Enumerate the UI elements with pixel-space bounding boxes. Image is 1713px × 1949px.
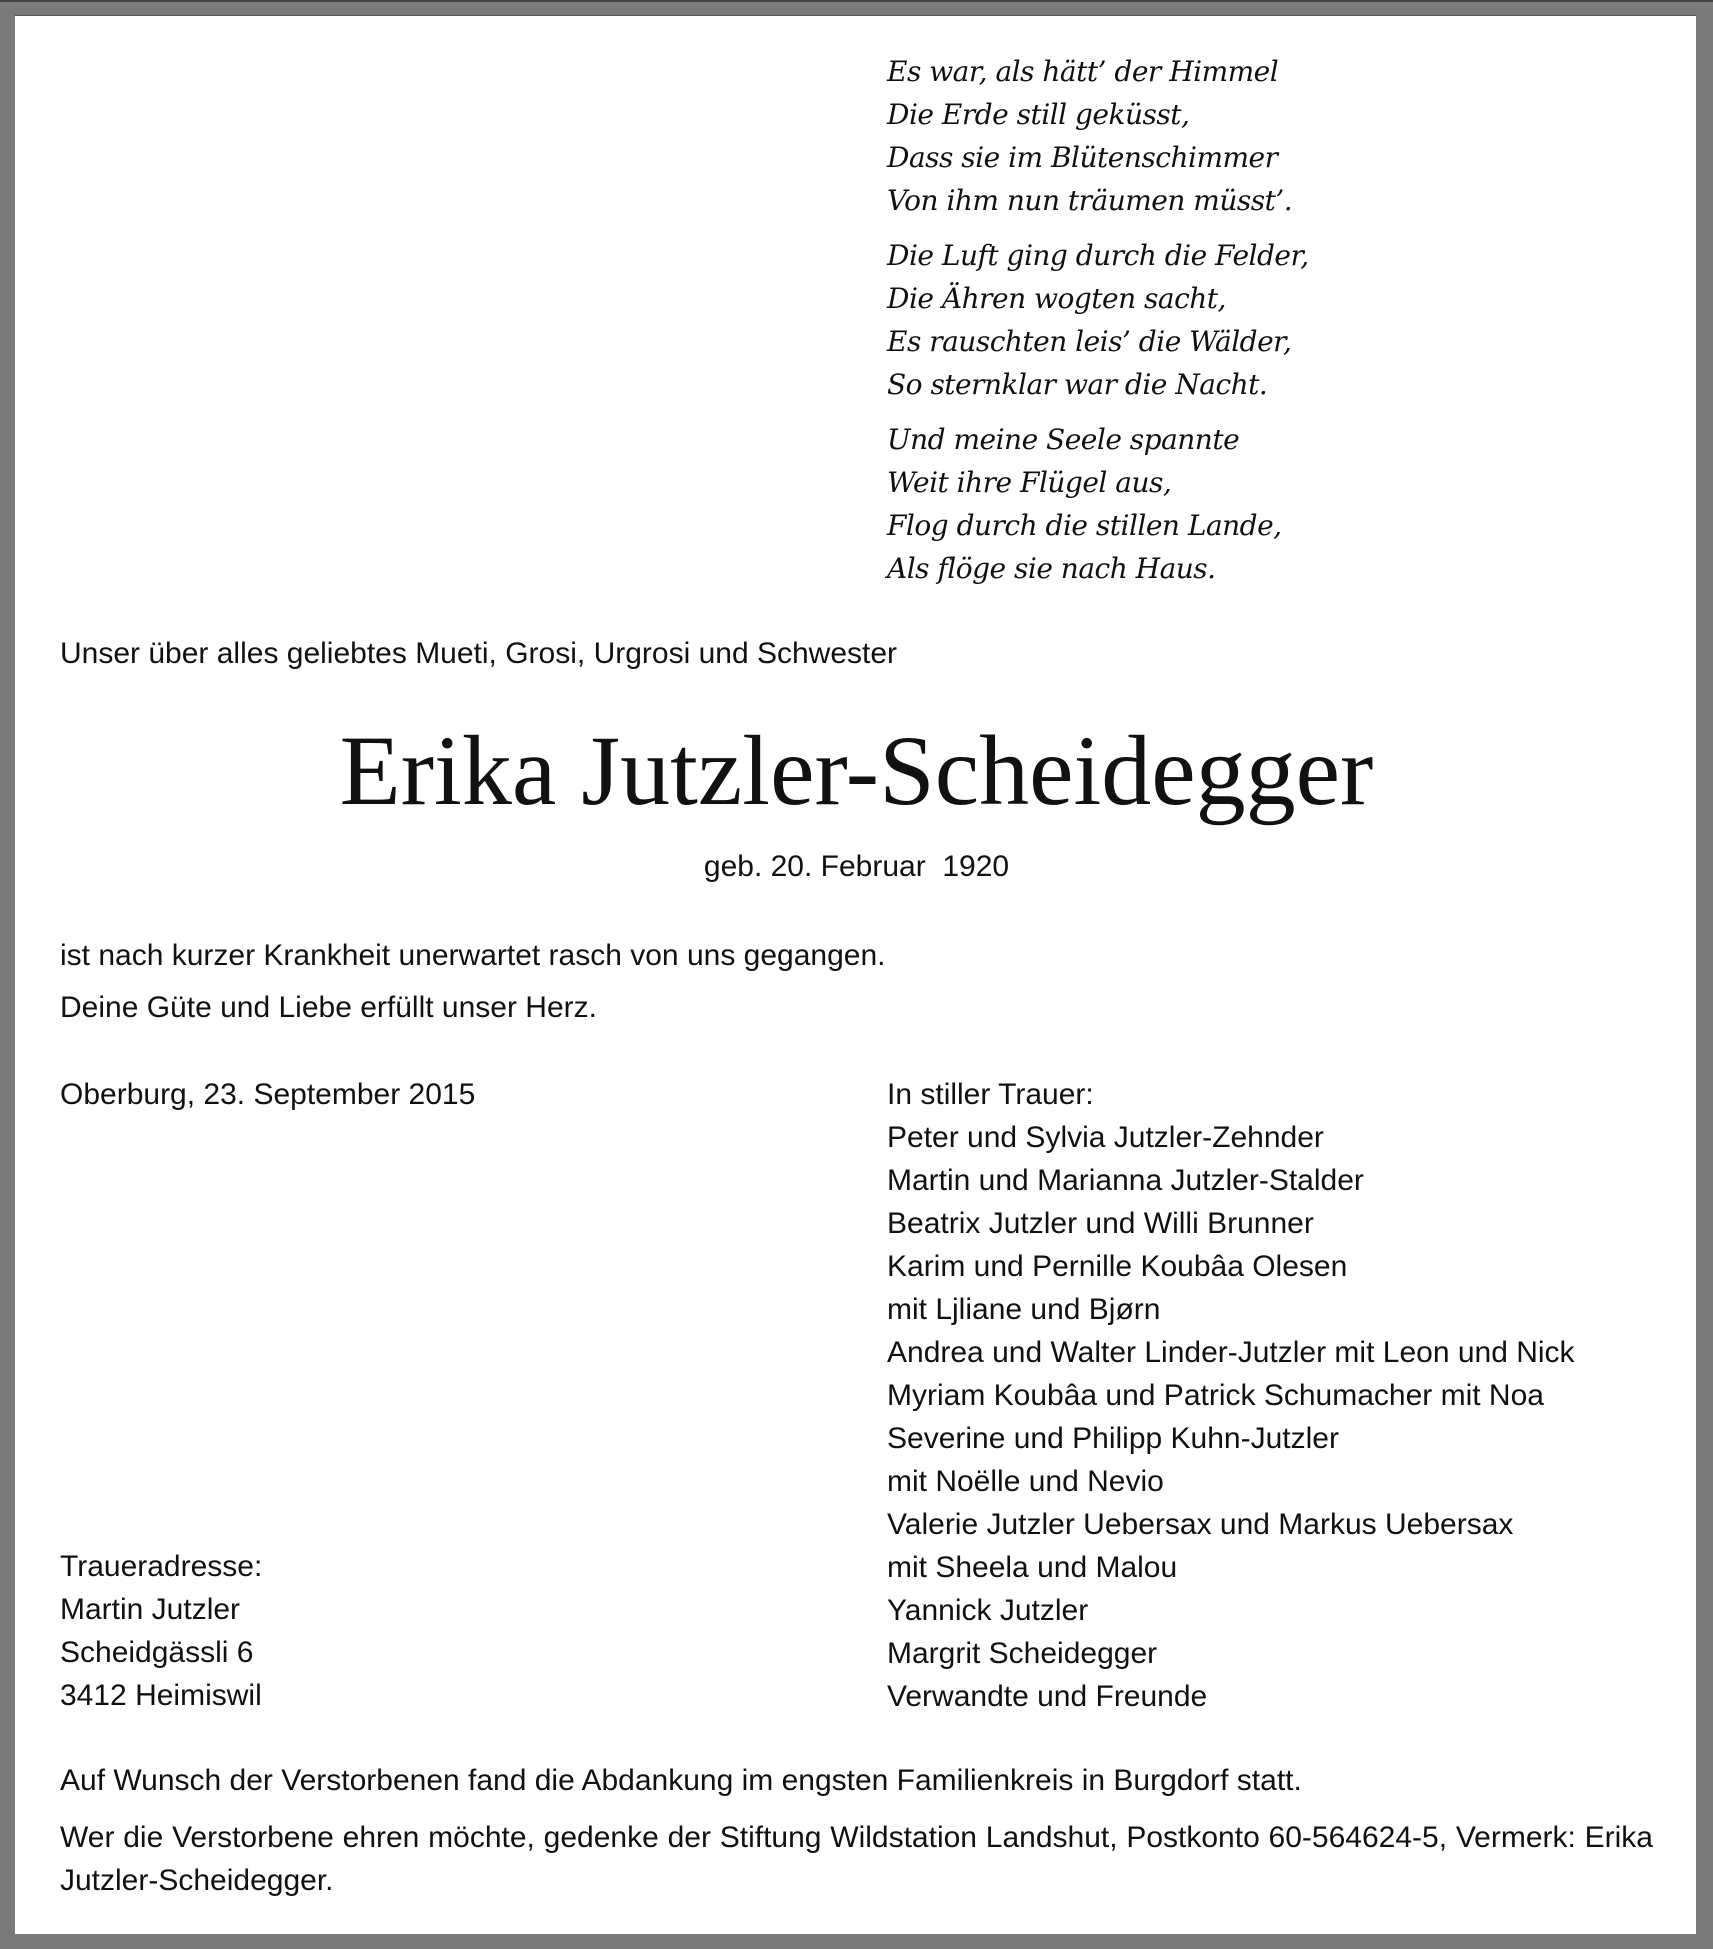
mourner: Verwandte und Freunde bbox=[887, 1680, 1208, 1713]
mourner: Myriam Koubâa und Patrick Schumacher mit Noa bbox=[887, 1379, 1544, 1412]
place-date: Oberburg, 23. September 2015 bbox=[60, 1078, 476, 1111]
mourners-list bbox=[887, 1073, 1575, 1718]
birth-date: geb. 20. Februar 1920 bbox=[703, 850, 1010, 883]
ceremony-note: Auf Wunsch der Verstorbenen fand die Abdankung im engsten Familienkreis in Burgdorf statt. bbox=[60, 1764, 1302, 1797]
mourning-address bbox=[60, 1545, 262, 1717]
mourner: Yannick Jutzler bbox=[887, 1594, 1089, 1627]
mourner: Valerie Jutzler Uebersax und Markus Uebersax bbox=[887, 1508, 1514, 1541]
message-line-2: Deine Güte und Liebe erfüllt unser Herz. bbox=[60, 991, 597, 1024]
mourner: mit Noëlle und Nevio bbox=[887, 1465, 1164, 1498]
poem-line: Die Ähren wogten sacht, bbox=[887, 282, 1226, 315]
poem-line: Es rauschten leis’ die Wälder, bbox=[887, 325, 1292, 358]
poem-line: Flog durch die stillen Lande, bbox=[887, 509, 1282, 542]
poem-stanza-2 bbox=[887, 234, 1309, 406]
poem-stanza-1 bbox=[887, 50, 1292, 222]
address-line: 3412 Heimiswil bbox=[60, 1679, 262, 1712]
message-line-1: ist nach kurzer Krankheit unerwartet rasch von uns gegangen. bbox=[60, 939, 886, 972]
mourner: Martin und Marianna Jutzler-Stalder bbox=[887, 1164, 1364, 1197]
mourners-heading: In stiller Trauer: bbox=[887, 1078, 1094, 1111]
poem-line: Es war, als hätt’ der Himmel bbox=[887, 55, 1279, 88]
mourner: mit Sheela und Malou bbox=[887, 1551, 1178, 1584]
poem-line: Als flöge sie nach Haus. bbox=[887, 552, 1216, 585]
top-edge bbox=[0, 0, 1713, 2]
address-label: Traueradresse: bbox=[60, 1550, 263, 1583]
poem-line: Weit ihre Flügel aus, bbox=[887, 466, 1172, 499]
poem-line: Dass sie im Blütenschimmer bbox=[887, 141, 1278, 174]
mourner: Beatrix Jutzler und Willi Brunner bbox=[887, 1207, 1314, 1240]
poem-stanza-3 bbox=[887, 418, 1282, 590]
address-line: Martin Jutzler bbox=[60, 1593, 241, 1626]
address-line: Scheidgässli 6 bbox=[60, 1636, 254, 1669]
mourner: Severine und Philipp Kuhn-Jutzler bbox=[887, 1422, 1339, 1455]
mourner: Andrea und Walter Linder-Jutzler mit Leon und Nick bbox=[887, 1336, 1575, 1369]
intro-text: Unser über alles geliebtes Mueti, Grosi, Urgrosi und Schwester bbox=[60, 637, 898, 670]
mourner: Margrit Scheidegger bbox=[887, 1637, 1158, 1670]
poem-line: Die Luft ging durch die Felder, bbox=[887, 239, 1309, 272]
poem-line: So sternklar war die Nacht. bbox=[887, 368, 1268, 401]
poem-line: Die Erde still geküsst, bbox=[887, 98, 1190, 131]
mourner: mit Ljliane und Bjørn bbox=[887, 1293, 1161, 1326]
poem-line: Von ihm nun träumen müsst’. bbox=[887, 184, 1293, 217]
deceased-name: Erika Jutzler-Scheidegger bbox=[339, 715, 1374, 826]
poem-line: Und meine Seele spannte bbox=[887, 423, 1240, 456]
mourner: Peter und Sylvia Jutzler-Zehnder bbox=[887, 1121, 1324, 1154]
donation-note: Wer die Verstorbene ehren möchte, gedenke der Stiftung Wildstation Landshut, Postkonto 60-564624-5, Vermerk: Erika Jutzler-Scheidegger. bbox=[60, 1821, 1653, 1897]
mourner: Karim und Pernille Koubâa Olesen bbox=[887, 1250, 1348, 1283]
